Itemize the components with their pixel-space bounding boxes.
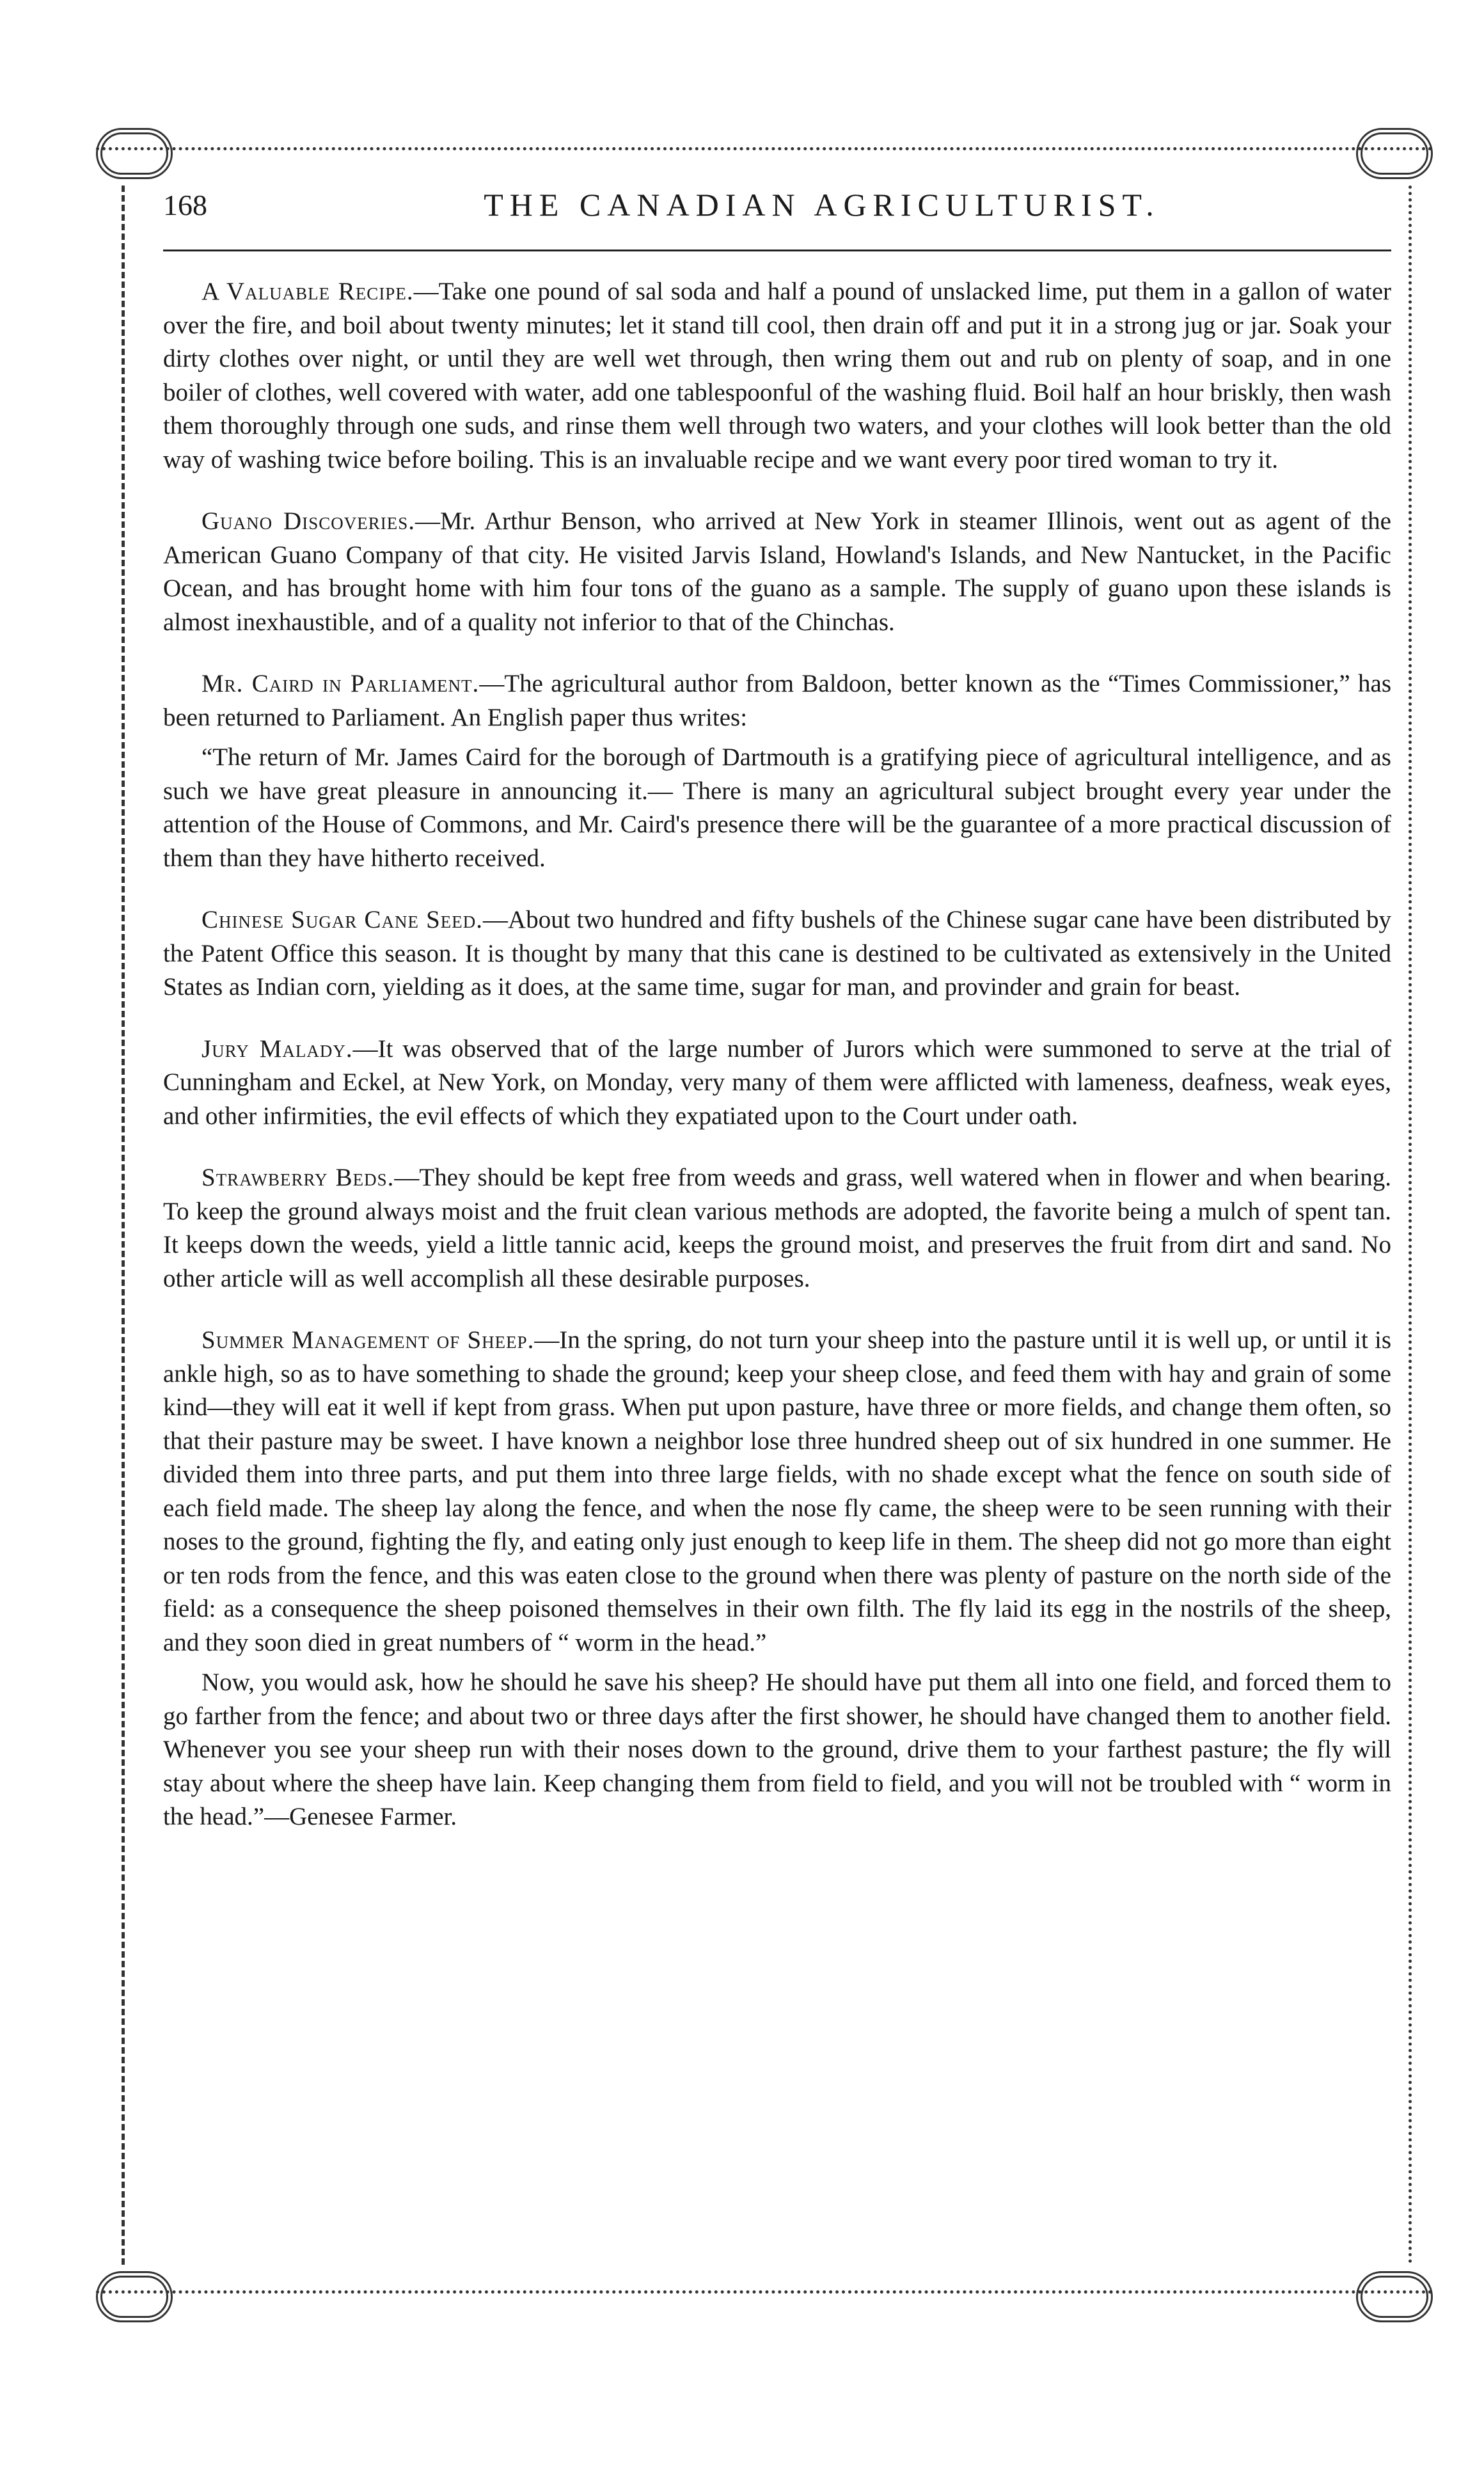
article-text: —They should be kept free from weeds and grass, well watered when in flower and when bearing. To keep the ground always moist and the fruit clean various methods are adopted, the favorite being a mulch of spent tan. It keeps down the weeds, yield a little tannic acid, keeps the ground moist, and preserves the fruit from dirt and sand. No other article will as well accomplish all these desirable purposes.: [163, 1164, 1391, 1292]
article-paragraph: [163, 741, 1391, 875]
article-paragraph: [163, 1161, 1391, 1296]
article-paragraph: [163, 1033, 1391, 1134]
running-title: THE CANADIAN AGRICULTURIST.: [484, 187, 1160, 223]
article-title: Strawberry Beds.: [201, 1164, 395, 1191]
article-text: —The agricultural author from Baldoon, better known as the “Times Commissioner,” has been returned to Parliament. An English paper thus writes:: [163, 670, 1392, 731]
article-title: Guano Discoveries.: [201, 507, 415, 535]
article-title: Jury Malady.: [201, 1034, 353, 1063]
article-text: —Take one pound of sal soda and half a pound of unslacked lime, put them in a gallon of water over the fire, and boil about twenty minutes; let it stand till cool, then drain off and put it in a strong jug or jar. Soak your dirty clothes over night, or until they are well wet through, then wring them out and rub on plenty of soap, and in one boiler of clothes, well covered with water, add one tablespoonful of the washing fluid. Boil half an hour briskly, then wash them thoroughly through one suds, and rinse them well through two waters, and your clothes will look better than the old way of washing twice before boiling. This is an invaluable recipe and we want every poor tired woman to try it.: [163, 278, 1391, 473]
top-ornament: [96, 147, 1433, 173]
corner-flourish-icon: [96, 128, 173, 179]
article-paragraph: [163, 505, 1391, 639]
left-ornament: [122, 186, 133, 2265]
article-paragraph: [163, 1666, 1391, 1834]
article-paragraph: [163, 275, 1391, 477]
article-paragraph: [163, 1324, 1391, 1660]
article-title: Chinese Sugar Cane Seed.: [201, 906, 484, 933]
header-rule: [163, 250, 1391, 251]
corner-flourish-icon: [1356, 2271, 1433, 2322]
article-text: —About two hundred and fifty bushels of the Chinese sugar cane have been distributed by the Patent Office this season. It is thought by many that this cane is destined to be cultivated as extensively in the United States as Indian corn, yielding as it does, at the same time, sugar for man, and provinder and grain for beast.: [163, 906, 1391, 1001]
article-title: Mr. Caird in Parliament.: [201, 670, 480, 697]
page-number: 168: [163, 188, 207, 221]
corner-flourish-icon: [1356, 128, 1433, 179]
bottom-ornament: [96, 2290, 1433, 2316]
corner-flourish-icon: [96, 2271, 173, 2322]
article-title: Summer Management of Sheep.: [201, 1326, 535, 1354]
page-header: [163, 176, 1391, 234]
article-column: [163, 275, 1391, 1841]
article-text: —It was observed that of the large number of Jurors which were summoned to serve at the trial of Cunningham and Eckel, at New York, on Monday, very many of them were afflicted with lameness, deafness, weak eyes, and other infirmities, the evil effects of which they expatiated upon to the Court under oath.: [163, 1034, 1391, 1130]
article-text: —Mr. Arthur Benson, who arrived at New York in steamer Illinois, went out as agent of the American Guano Company of that city. He visited Jarvis Island, Howland's Islands, and New Nantucket, in the Pacific Ocean, and has brought home with him four tons of the guano as a sample. The supply of guano upon these islands is almost inexhaustible, and of a quality not inferior to that of the Chinchas.: [163, 507, 1391, 636]
article-text: Now, you would ask, how he should he save his sheep? He should have put them all into one field, and forced them to go farther from the fence; and about two or three days after the first shower, he should have changed them to another field. Whenever you see your sheep run with their noses down to the ground, drive them to your farthest pasture; the fly will stay about where the sheep have lain. Keep changing them from field to field, and you will not be troubled with “ worm in the head.”—Genesee Farmer.: [163, 1669, 1391, 1830]
article-text: —In the spring, do not turn your sheep into the pasture until it is well up, or until it is ankle high, so as to have something to shade the ground; keep your sheep close, and feed them with hay and grain of some kind—they will eat it well if kept from grass. When put upon pasture, have three or more fields, and change them often, so that their pasture may be sweet. I have known a neighbor lose three hundred sheep out of six hundred in one summer. He divided them into three parts, and put them into three large fields, with no shade except what the fence on south side of each field made. The sheep lay along the fence, and when the nose fly came, the sheep were to be seen running with their noses to the ground, fighting the fly, and eating only just enough to keep life in them. The sheep did not go more than eight or ten rods from the fence, and this was eaten close to the ground when there was plenty of pasture on the north side of the field: as a consequence the sheep poisoned themselves in their own filth. The fly laid its egg in the nostrils of the sheep, and they soon died in great numbers of “ worm in the head.”: [163, 1326, 1391, 1656]
article-title: A Valuable Recipe.: [201, 278, 414, 305]
article-paragraph: [163, 903, 1391, 1004]
article-quote: “The return of Mr. James Caird for the borough of Dartmouth is a gratifying piece of agricultural intelligence, and as such we have great pleasure in announcing it.— There is many an agricultural subject brought every year under the attention of the House of Commons, and Mr. Caird's presence there will be the guarantee of a more practical discussion of them than they have hitherto received.: [163, 743, 1391, 872]
right-ornament: [1409, 186, 1420, 2265]
article-paragraph: [163, 667, 1391, 734]
